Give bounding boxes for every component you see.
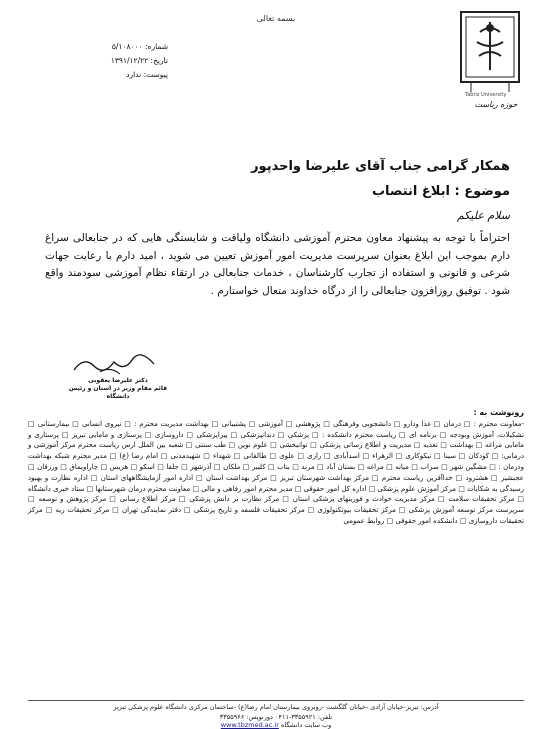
greeting: سلام علیکم bbox=[456, 209, 510, 222]
ref-date: تاریخ: ۱۳۹۱/۱۲/۲۲ bbox=[110, 56, 168, 65]
ref-number: شماره: ۵/۱۰۸۰۰۰ bbox=[111, 42, 168, 51]
signature-icon bbox=[70, 352, 158, 376]
copies-list: -معاونت محترم : □ درمان □ غذا ودارو □ دانشجویی وفرهنگی □ پژوهشی □ آموزشی □ پشتیبانی □ بهداشت مدیریت محترم : □ نیروی انسانی □ بیمارستانی □ تشکیلات، آموزش وبودجه □ برنامه ای □ ریاست محترم دانشکده : □ پزشکی □ دندانپزشکی □ پیراپزشکی □ داروسازی □ پرستاری و مامایی تبریز □ پرستاری و مامایی مراغه □ بهداشت □ تغذیه □ مدیریت و اطلاع رسانی پزشکی □ توانبخشی □ علوم نوین □ طب سنتی □ شعبه بین الملل ارس ریاست محترم مرکز آموزشی و درمانی: □ کودکان □ سینا □ نیکوکاری □ الزهراء □ اسدآبادی □ رازی □ علوی □ طالقانی □ شهداء □ شهیدمدنی □ امام رضا (ع) □ مدیر محترم شبکه بهداشت ودرمان : □ مشگین شهر □ سراب □ میانه □ مراغه □ بستان آباد □ مرند □ بناب □ کلیبر □ ملکان □ آذرشهر □ جلفا □ اسکو □ هریس □ چاراویماق □ ورزقان □ عجبشیر □ هشترود □ خداآفرین ریاست محترم □ مرکز بهداشت شهرستان تبریز □ مرکز بهداشت استان □ اداره امور آزمایشگاههای استان □ اداره نظارت و بهبود رسیدگی به شکایات □ مرکز آموزش علوم پزشکی □ اداره کل امور حقوقی □ مدیر محترم امور رفاهی و مالی □ معاونت محترم درمان شهرستانها □ ستاد خبری دانشگاه □ مرکز تحقیقات سلامت □ مرکز مدیریت حوادث و فوریتهای پزشکی استان □ مرکز نظارت بر دانش پزشکی □ مرکز اطلاع رسانی □ مرکز پژوهش و توسعه □ سرپرست مرکز توسعه آموزش پزشکی □ مرکز تحقیقات بیوتکنولوژی □ مرکز تحقیقات فلسفه و تاریخ پزشکی □ دفتر نمایندگی تهران □ مرکز تحقیقات ریه □ مرکز تحقیقات داروسازی □ دانشکده امور حقوقی □ روابط عمومی bbox=[28, 419, 524, 525]
website-link[interactable]: www.tbzmed.ac.ir bbox=[220, 721, 279, 729]
signer-title: قائم مقام وزیر در استان و رئیس دانشگاه bbox=[68, 385, 168, 400]
university-logo bbox=[455, 8, 537, 118]
reference-block bbox=[58, 40, 168, 82]
recipient: همکار گرامی جناب آقای علیرضا واحدپور bbox=[251, 159, 510, 174]
bismillah: بسمه تعالی bbox=[256, 14, 296, 23]
footer-web bbox=[28, 721, 524, 729]
website-label: وب سایت دانشگاه bbox=[280, 721, 332, 729]
footer-address: آدرس: تبریز-خیابان آزادی -خیابان گلگشت -روبروی بیمارستان امام رضا(ع) -ساختمان مرکزی دانشگاه علوم پزشکی تبریز bbox=[113, 703, 439, 711]
signature bbox=[70, 352, 158, 376]
signer-name: دکتر علیرضا یعقوبی bbox=[88, 377, 148, 384]
footer-phone: تلفن: ۳۳۵۵۹۲۱-۰۴۱۱ دورنویس: ۳۳۵۵۹۶۶ bbox=[219, 713, 333, 721]
letter-heading bbox=[251, 154, 510, 204]
ref-attachment: پیوست: ندارد bbox=[126, 70, 168, 79]
signature-block bbox=[58, 377, 178, 401]
svg-text:Tabriz University: Tabriz University bbox=[465, 92, 507, 98]
logo-caption: حوزه ریاست bbox=[474, 100, 518, 109]
letter-body: احتراماً با توجه به پیشنهاد معاون محترم آموزشی دانشگاه ولیاقت و شایستگی هایی که در جنابعالی سراغ دارم بموجب این ابلاغ بعنوان سرپرست مدیریت امور آموزش تعیین می شوید ، امید دارم با رعایت جهات شرعی و قانونی و استفاده از تجارب کارشناسان ، خدمات جنابعالی در ارتقاء نظام آموزشی سودمند واقع شود . توفیق روزافزون جنابعالی را از درگاه خداوند متعال خواستارم . bbox=[45, 232, 510, 297]
copies-section bbox=[28, 408, 524, 527]
copies-title: رونوشت به : bbox=[473, 408, 524, 417]
footer-divider bbox=[28, 700, 524, 701]
subject: موضوع : ابلاغ انتصاب bbox=[371, 184, 510, 199]
